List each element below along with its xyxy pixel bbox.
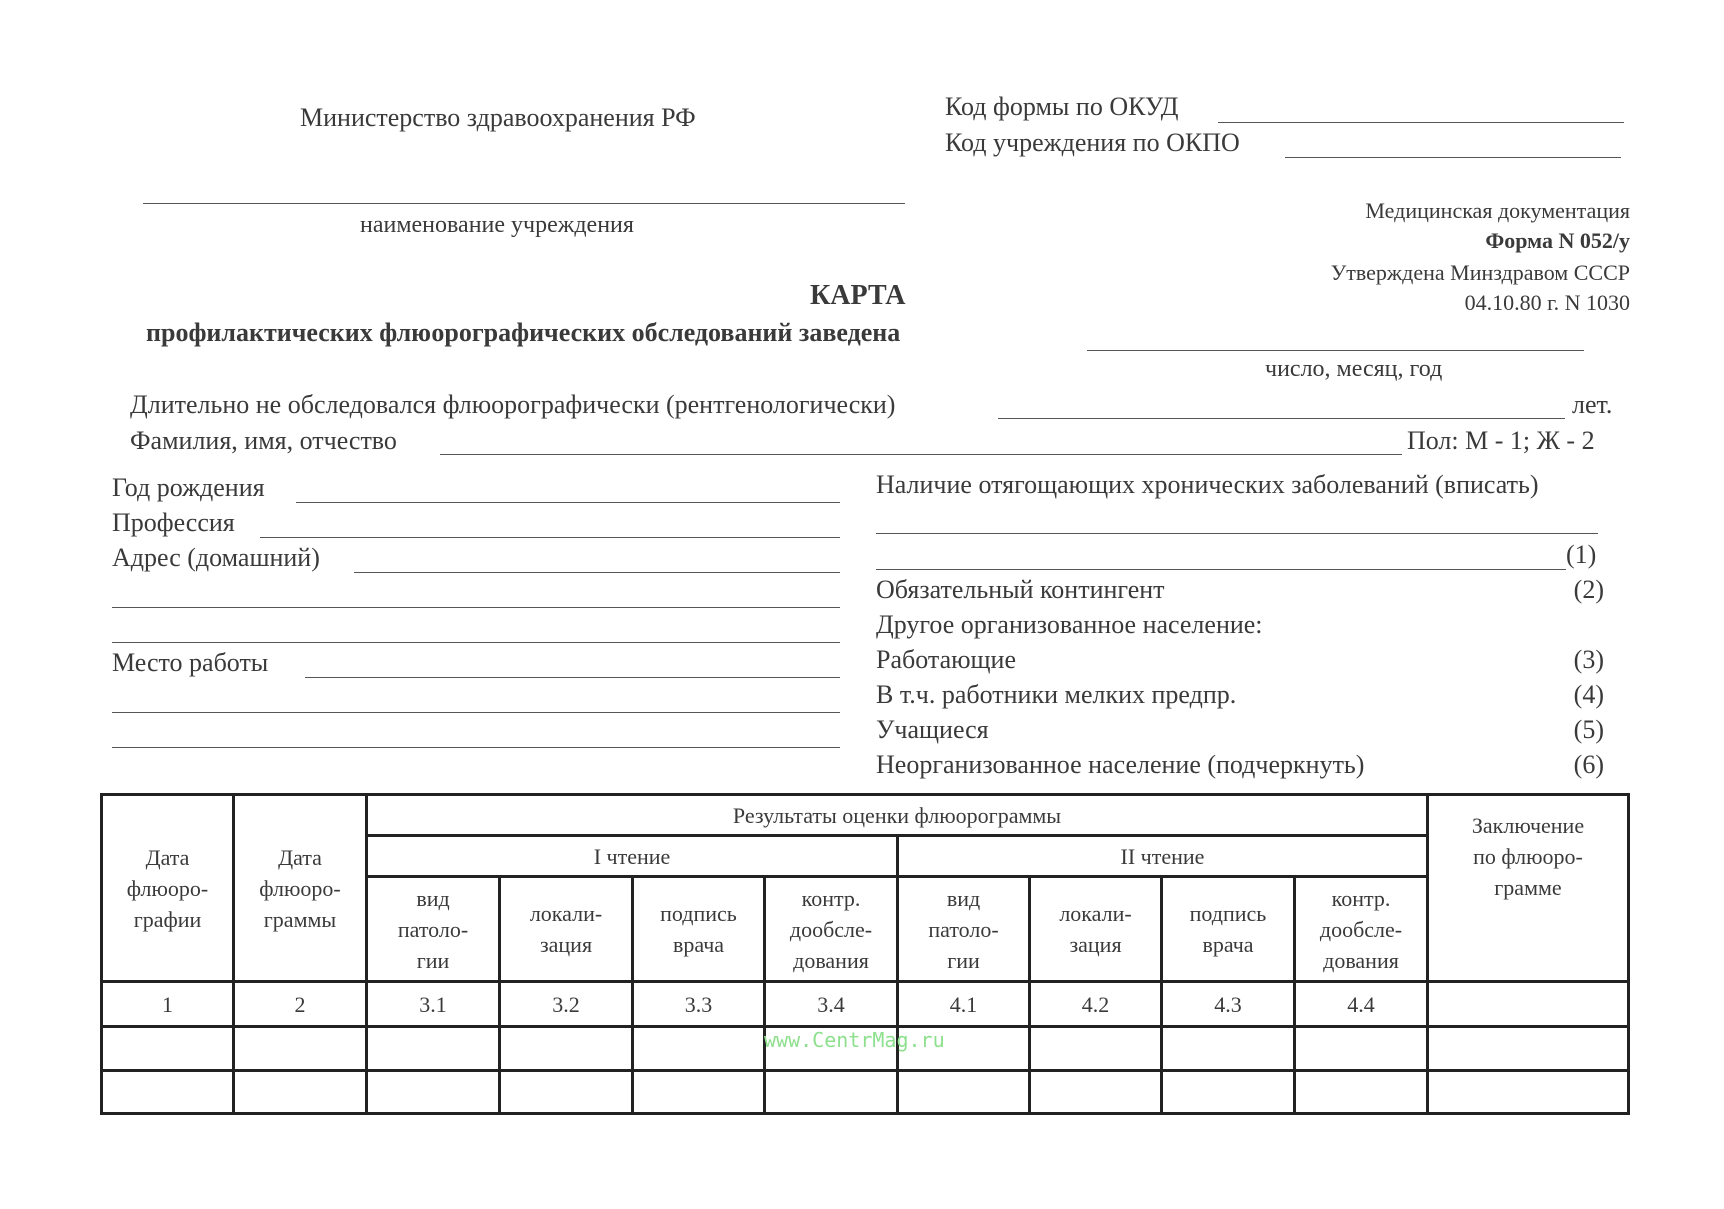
category-num: (6) xyxy=(1573,750,1604,779)
results-header: Результаты оценки флюорограммы xyxy=(732,802,1062,828)
chronic-label: Наличие отягощающих хронических заболеваний (вписать) xyxy=(876,470,1539,499)
category-label: Неорганизованное население (подчеркнуть) xyxy=(876,750,1365,779)
form-number: Форма N 052/у xyxy=(1485,228,1630,253)
okud-label: Код формы по ОКУД xyxy=(945,92,1179,121)
col-conclusion: Заключение по флюоро- грамме xyxy=(1471,812,1585,900)
chronic-num: (1) xyxy=(1566,540,1597,569)
col-date-fluorography: Дата флюоро- графии xyxy=(126,844,209,932)
profession-field[interactable] xyxy=(260,537,840,538)
not-examined-label: Длительно не обследовался флюорографически (рентгенологически) xyxy=(130,390,896,419)
col-number: 2 xyxy=(294,991,306,1017)
col-followup-control: контр. дообсле- дования xyxy=(789,885,873,973)
med-doc-label: Медицинская документация xyxy=(1365,198,1630,223)
workplace-field-line2[interactable] xyxy=(112,712,840,713)
table-row[interactable] xyxy=(103,1072,1627,1112)
col-localization: локали- зация xyxy=(1059,901,1132,957)
category-num: (4) xyxy=(1573,680,1604,709)
birth-year-label: Год рождения xyxy=(112,473,265,502)
okpo-field[interactable] xyxy=(1285,157,1621,158)
card-date-field[interactable] xyxy=(1087,350,1584,351)
date-caption: число, месяц, год xyxy=(1265,356,1443,382)
years-label: лет. xyxy=(1572,390,1613,419)
address-field-line2[interactable] xyxy=(112,607,840,608)
col-number: 4.3 xyxy=(1214,991,1242,1017)
category-label: В т.ч. работники мелких предпр. xyxy=(876,680,1237,709)
okpo-label: Код учреждения по ОКПО xyxy=(945,128,1240,157)
col-pathology-type: вид патоло- гии xyxy=(928,885,999,973)
category-label: Учащиеся xyxy=(876,715,989,744)
col-number: 4.2 xyxy=(1081,991,1110,1017)
okud-field[interactable] xyxy=(1218,122,1624,123)
category-num: (5) xyxy=(1573,715,1604,744)
institution-field[interactable] xyxy=(143,203,905,204)
institution-caption: наименование учреждения xyxy=(360,212,634,238)
col-pathology-type: вид патоло- гии xyxy=(397,885,469,973)
approved-date-label: 04.10.80 г. N 1030 xyxy=(1464,290,1630,315)
col-doctor-signature: подпись врача xyxy=(1189,901,1267,957)
category-label: Работающие xyxy=(876,645,1017,674)
chronic-field-line2[interactable] xyxy=(876,569,1566,570)
col-number: 4.1 xyxy=(949,991,978,1017)
col-number: 3.2 xyxy=(552,991,580,1017)
category-num: (3) xyxy=(1573,645,1604,674)
workplace-field[interactable] xyxy=(305,677,840,678)
workplace-label: Место работы xyxy=(112,648,269,677)
reading2-header: II чтение xyxy=(1120,843,1205,869)
category-label: Другое организованное население: xyxy=(876,610,1263,639)
ministry-label: Министерство здравоохранения РФ xyxy=(300,103,696,132)
reading1-header: I чтение xyxy=(593,843,671,869)
category-num: (2) xyxy=(1573,575,1604,604)
watermark-text: www.CentrMag.ru xyxy=(764,1028,945,1052)
not-examined-field[interactable] xyxy=(998,418,1565,419)
col-localization: локали- зация xyxy=(529,901,603,957)
profession-label: Профессия xyxy=(112,508,235,537)
col-followup-control: контр. дообсле- дования xyxy=(1319,885,1403,973)
col-date-fluorogram: Дата флюоро- граммы xyxy=(259,844,341,932)
address-label: Адрес (домашний) xyxy=(112,543,320,572)
col-number: 3.4 xyxy=(817,991,845,1017)
category-label: Обязательный контингент xyxy=(876,575,1165,604)
address-field[interactable] xyxy=(354,572,840,573)
card-title: КАРТА xyxy=(810,280,906,311)
sex-label: Пол: М - 1; Ж - 2 xyxy=(1407,426,1595,455)
full-name-field[interactable] xyxy=(440,454,1402,455)
chronic-field[interactable] xyxy=(876,533,1598,534)
col-number: 4.4 xyxy=(1347,991,1375,1017)
address-field-line3[interactable] xyxy=(112,642,840,643)
col-number: 3.3 xyxy=(684,991,713,1017)
full-name-label: Фамилия, имя, отчество xyxy=(130,426,397,455)
birth-year-field[interactable] xyxy=(296,502,840,503)
card-subtitle: профилактических флюорографических обследований заведена xyxy=(146,318,901,347)
workplace-field-line3[interactable] xyxy=(112,747,840,748)
col-number: 3.1 xyxy=(419,991,447,1017)
approved-by-label: Утверждена Минздравом СССР xyxy=(1330,260,1630,285)
col-doctor-signature: подпись врача xyxy=(660,901,737,957)
col-number: 1 xyxy=(162,991,173,1017)
